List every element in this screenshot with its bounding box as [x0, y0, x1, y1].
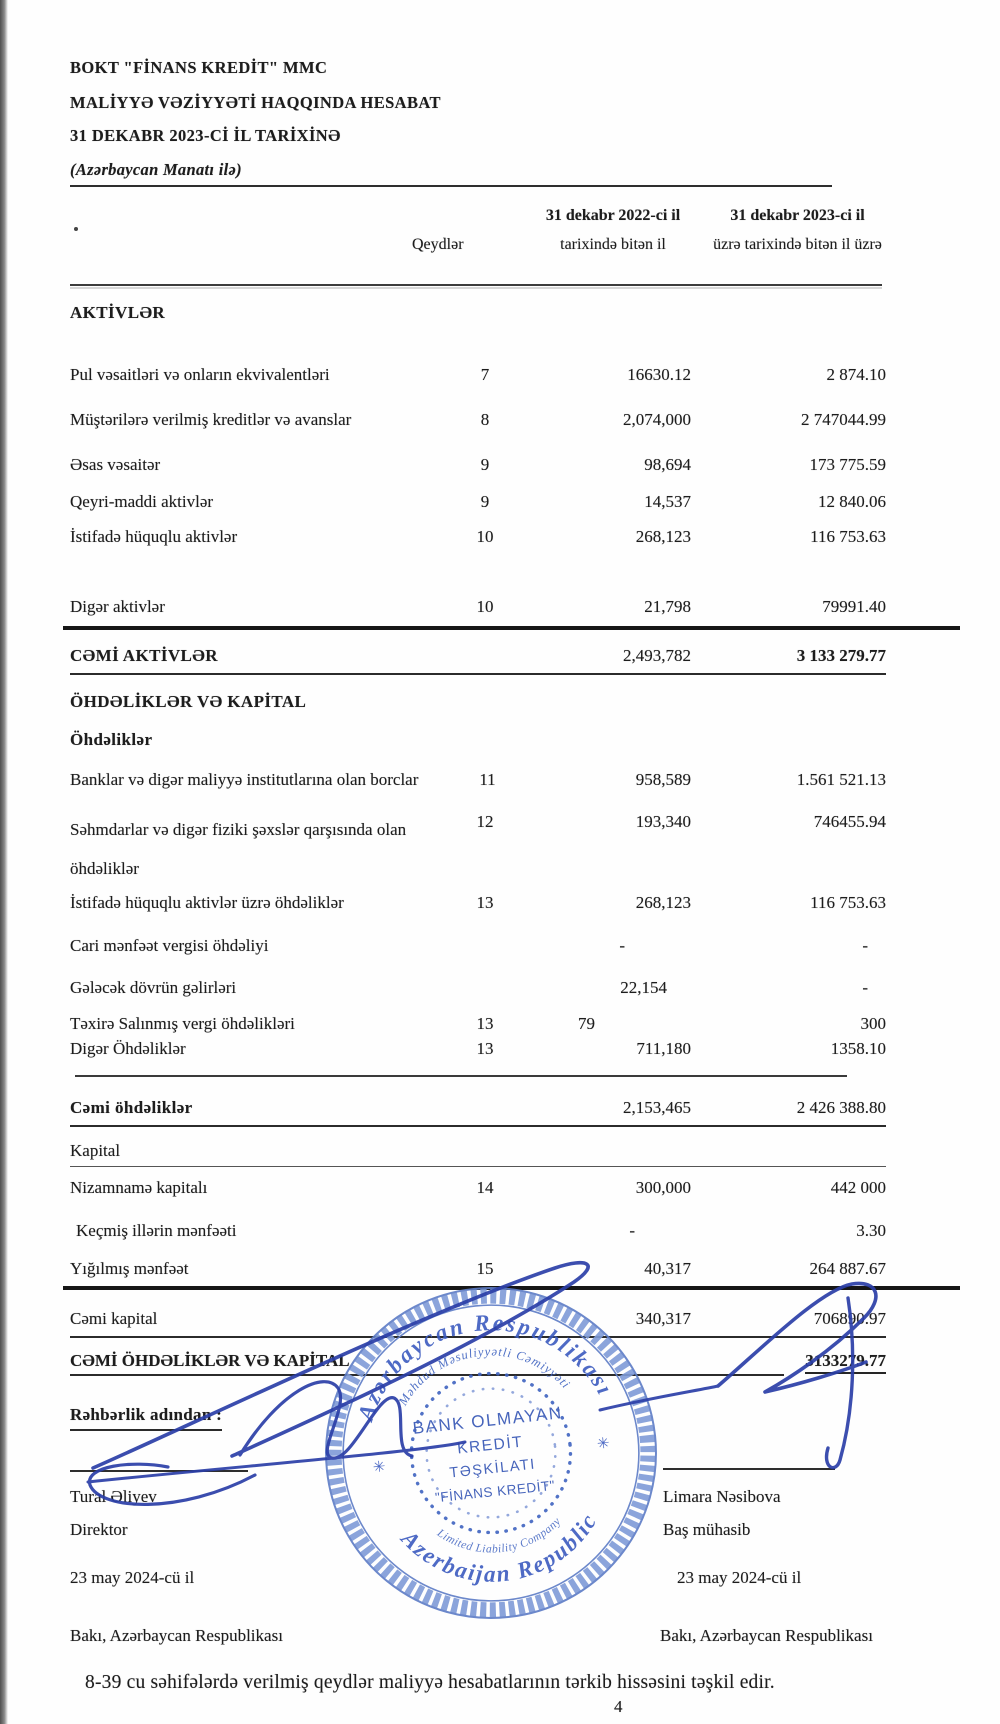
signatures-overlay	[0, 1220, 1000, 1520]
value-2022-cell: 340,317	[635, 1309, 691, 1328]
value-2023-cell: 116 753.63	[810, 527, 886, 546]
value-2022-cell: 2,493,782	[623, 646, 691, 665]
row-label: Səhmdarlar və digər fiziki şəxslər qarşısında olan öhdəliklər	[70, 820, 407, 878]
col-2023-title: 31 dekabr 2023-ci il	[730, 207, 865, 224]
company-name: BOKT "FİNANS KREDİT" MMC	[70, 58, 328, 77]
table-row-lease-liabilities	[70, 893, 886, 912]
row-label: Təxirə Salınmış vergi öhdəlikləri	[70, 1014, 295, 1033]
note-cell: 13	[476, 1039, 494, 1058]
section-title: Öhdəliklər	[70, 730, 153, 749]
value-2022-cell: 711,180	[636, 1039, 691, 1058]
note-cell: 10	[476, 597, 494, 616]
report-title: MALİYYƏ VƏZİYYƏTİ HAQQINDA HESABAT	[70, 93, 441, 112]
value-2023-cell: 79991.40	[822, 597, 886, 616]
value-2022-cell: 268,123	[635, 527, 691, 546]
director-title: Direktor	[70, 1520, 128, 1539]
note-cell: 8	[480, 410, 490, 429]
table-row-bank-borrowings	[70, 770, 886, 789]
value-2023-cell: 442 000	[830, 1178, 886, 1197]
divider-line	[75, 1075, 847, 1077]
currency-note: (Azərbaycan Manatı ilə)	[70, 160, 832, 187]
signature-director	[88, 1263, 588, 1505]
stamp-center-line4: "FİNANS KREDİT"	[434, 1477, 556, 1506]
row-label: Nizamnamə kapitalı	[70, 1178, 208, 1197]
value-2022-cell: 22,154	[620, 978, 667, 997]
row-label: Cəmi öhdəliklər	[70, 1098, 193, 1117]
director-name: Tural Əliyev	[70, 1487, 157, 1506]
accountant-name: Limara Nəsibova	[663, 1487, 781, 1506]
value-2023-cell: 300	[860, 1014, 886, 1033]
row-label: Keçmiş illərin mənfəəti	[76, 1221, 237, 1240]
row-label: İstifadə hüquqlu aktivlər	[70, 527, 238, 546]
value-2022-cell: 300,000	[635, 1178, 691, 1197]
row-label: Banklar və digər maliyyə institutlarına olan borclar	[70, 770, 419, 789]
note-cell: 15	[476, 1259, 494, 1278]
accountant-date: 23 may 2024-cü il	[677, 1568, 802, 1587]
value-2023-cell: 264 887.67	[809, 1259, 886, 1278]
note-cell: 13	[476, 1014, 494, 1033]
section-liabilities-equity	[70, 692, 886, 711]
row-label: Pul vəsaitləri və onların ekvivalentləri	[70, 365, 330, 384]
value-2023-cell: 3 133 279.77	[796, 646, 886, 665]
value-2023-cell: 2 747044.99	[801, 410, 886, 429]
value-2022-cell: 958,589	[635, 770, 691, 789]
col-notes-title: Qeydlər	[412, 236, 464, 253]
value-2022-cell: 2,153,465	[623, 1098, 691, 1117]
table-row-fixed-assets	[70, 455, 886, 474]
table-row-current-tax	[70, 936, 886, 955]
row-label: Müştərilərə verilmiş kreditlər və avanslar	[70, 410, 352, 429]
stamp-star-left: ✳	[372, 1459, 387, 1477]
table-row-total-assets	[70, 646, 886, 675]
value-2022-cell: 268,123	[635, 893, 691, 912]
table-row-deferred-tax	[70, 1014, 886, 1033]
section-title: Kapital	[70, 1141, 121, 1160]
table-row-total-liabilities	[70, 1098, 886, 1127]
stamp-llc-en-text: Limited Liability Company	[434, 1514, 564, 1556]
row-label: Digər aktivlər	[70, 597, 165, 616]
note-cell: 14	[476, 1178, 494, 1197]
section-title: AKTİVLƏR	[70, 303, 166, 322]
table-row-shareholder-liabilities	[70, 812, 886, 888]
row-label: Qeyri-maddi aktivlər	[70, 492, 214, 511]
table-row-other-assets	[70, 597, 886, 616]
value-2023-cell: -	[862, 936, 868, 955]
col-2022-subtitle: tarixində bitən il	[560, 236, 666, 253]
col-2022-title: 31 dekabr 2022-ci il	[545, 207, 681, 224]
accountant-title: Baş mühasib	[663, 1520, 751, 1539]
value-2023-cell: 1.561 521.13	[796, 770, 886, 789]
value-2022-cell: 2,074,000	[623, 410, 691, 429]
value-2023-cell: 706890.97	[813, 1309, 886, 1328]
value-2022-cell: -	[629, 1221, 635, 1240]
row-label: Gələcək dövrün gəlirləri	[70, 978, 237, 997]
row-label: Əsas vəsaitər	[70, 455, 161, 474]
row-label: CƏMİ AKTİVLƏR	[70, 646, 218, 665]
table-row-loans	[70, 410, 886, 429]
value-2023-cell: 2 874.10	[826, 365, 886, 384]
director-date: 23 may 2024-cü il	[70, 1568, 195, 1587]
note-cell: 12	[476, 812, 494, 831]
subsection-liabilities	[70, 730, 886, 749]
stamp-country-text: Azərbaycan Respublikası	[352, 1309, 619, 1425]
stamp-center-line1: BANK OLMAYAN	[411, 1403, 564, 1438]
section-assets	[70, 303, 886, 322]
note-cell: 11	[479, 770, 496, 789]
table-row-charter-capital	[70, 1178, 886, 1197]
value-2023-cell: 116 753.63	[810, 893, 886, 912]
value-2022-cell: -	[619, 936, 625, 955]
stamp-center-line2: KREDİT	[456, 1433, 525, 1458]
section-title: ÖHDƏLİKLƏR VƏ KAPİTAL	[70, 692, 307, 711]
table-row-deferred-income	[70, 978, 886, 997]
table-row-cash	[70, 365, 886, 384]
value-2022-cell: 21,798	[644, 597, 691, 616]
note-cell: 9	[480, 455, 490, 474]
value-2023-cell: 3133279.77	[695, 1351, 886, 1370]
value-2023-cell: -	[862, 978, 868, 997]
row-label: Cəmi kapital	[70, 1309, 158, 1328]
table-row-other-liabilities	[70, 1039, 886, 1058]
value-2022-cell: 16630.12	[627, 365, 691, 384]
value-2022-cell: 98,694	[644, 455, 691, 474]
value-2023-cell: 2 426 388.80	[796, 1098, 886, 1117]
value-2022-cell: 79	[578, 1014, 595, 1033]
accountant-place: Bakı, Azərbaycan Respublikası	[660, 1626, 873, 1645]
row-label: Cari mənfəət vergisi öhdəliyi	[70, 936, 269, 955]
header-divider-line	[70, 284, 882, 286]
row-label: İstifadə hüquqlu aktivlər üzrə öhdəliklər	[70, 893, 344, 912]
note-cell: 13	[476, 893, 494, 912]
stamp-star-right: ✳	[596, 1435, 611, 1453]
report-date: 31 DEKABR 2023-Cİ İL TARİXİNƏ	[70, 126, 341, 145]
value-2023-cell: 1358.10	[830, 1039, 886, 1058]
signature-accountant	[600, 1283, 876, 1467]
row-label: Digər Öhdəliklər	[70, 1039, 186, 1058]
stamp-llc-az-text: Məhdud Məsuliyyətli Cəmiyyəti	[395, 1344, 574, 1408]
table-row-right-of-use	[70, 527, 886, 546]
on-behalf-of-management-label: Rəhbərlik adından :	[70, 1405, 222, 1431]
scan-dot-artifact	[74, 227, 78, 231]
col-2023-subtitle: üzrə tarixində bitən il üzrə	[713, 236, 882, 253]
stamp-center-line3: TƏŞKİLATI	[448, 1456, 537, 1482]
row-label: Yığılmış mənfəət	[70, 1259, 189, 1278]
value-2023-cell: 3.30	[856, 1221, 886, 1240]
row-label: CƏMİ ÖHDƏLİKLƏR VƏ KAPİTAL	[70, 1351, 350, 1370]
notes-reference-text: 8-39 cu səhifələrdə verilmiş qeydlər maliyyə hesabatlarının tərkib hissəsini təşkil edir.	[85, 1672, 775, 1693]
subsection-capital	[70, 1141, 886, 1167]
page-number: 4	[614, 1697, 623, 1716]
note-cell: 10	[476, 527, 494, 546]
value-2022-cell: 14,537	[644, 492, 691, 511]
value-2022-cell: 40,317	[644, 1259, 691, 1278]
note-cell: 7	[480, 365, 490, 384]
value-2022-cell: 193,340	[635, 812, 691, 831]
value-2023-cell: 12 840.06	[818, 492, 886, 511]
table-row-intangibles	[70, 492, 886, 511]
director-place: Bakı, Azərbaycan Respublikası	[70, 1626, 283, 1645]
note-cell: 9	[480, 492, 490, 511]
value-2023-cell: 746455.94	[813, 812, 886, 831]
thick-divider-line	[63, 626, 960, 630]
value-2023-cell: 173 775.59	[809, 455, 886, 474]
stamp-country-en-text: Azerbaijan Republic	[395, 1508, 603, 1588]
